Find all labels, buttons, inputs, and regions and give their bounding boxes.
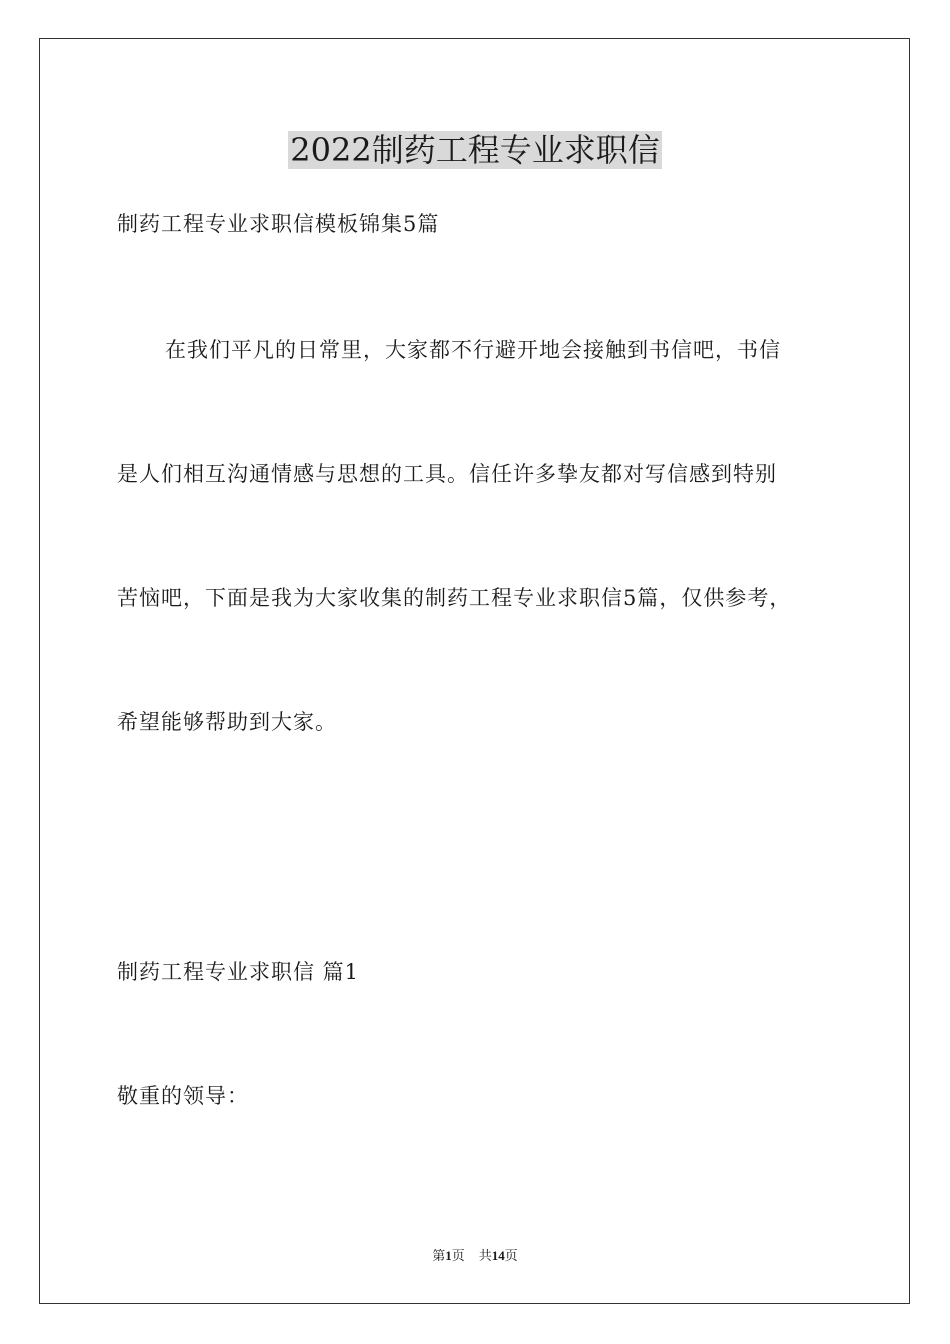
footer-page-prefix: 第 — [432, 1248, 446, 1263]
document-title — [0, 128, 950, 172]
intro-line-2: 是人们相互沟通情感与思想的工具。信任许多挚友都对写信感到特别 — [117, 462, 777, 486]
page-footer — [0, 1246, 950, 1266]
footer-page-number: 1 — [445, 1248, 452, 1263]
intro-line-3: 苦恼吧，下面是我为大家收集的制药工程专业求职信5篇，仅供参考， — [117, 586, 792, 610]
document-subtitle: 制药工程专业求职信模板锦集5篇 — [117, 212, 440, 236]
intro-line-4: 希望能够帮助到大家。 — [117, 710, 337, 734]
section-heading: 制药工程专业求职信 篇1 — [117, 960, 360, 984]
footer-total-suffix: 页 — [504, 1248, 518, 1263]
document-title-text: 2022制药工程专业求职信 — [290, 131, 660, 169]
intro-line-1: 在我们平凡的日常里，大家都不行避开地会接触到书信吧，书信 — [165, 338, 781, 362]
footer-page-suffix: 页 — [451, 1248, 465, 1263]
letter-greeting: 敬重的领导： — [117, 1084, 249, 1108]
footer-total-prefix: 共 — [478, 1248, 492, 1263]
footer-total-pages: 14 — [491, 1248, 505, 1263]
